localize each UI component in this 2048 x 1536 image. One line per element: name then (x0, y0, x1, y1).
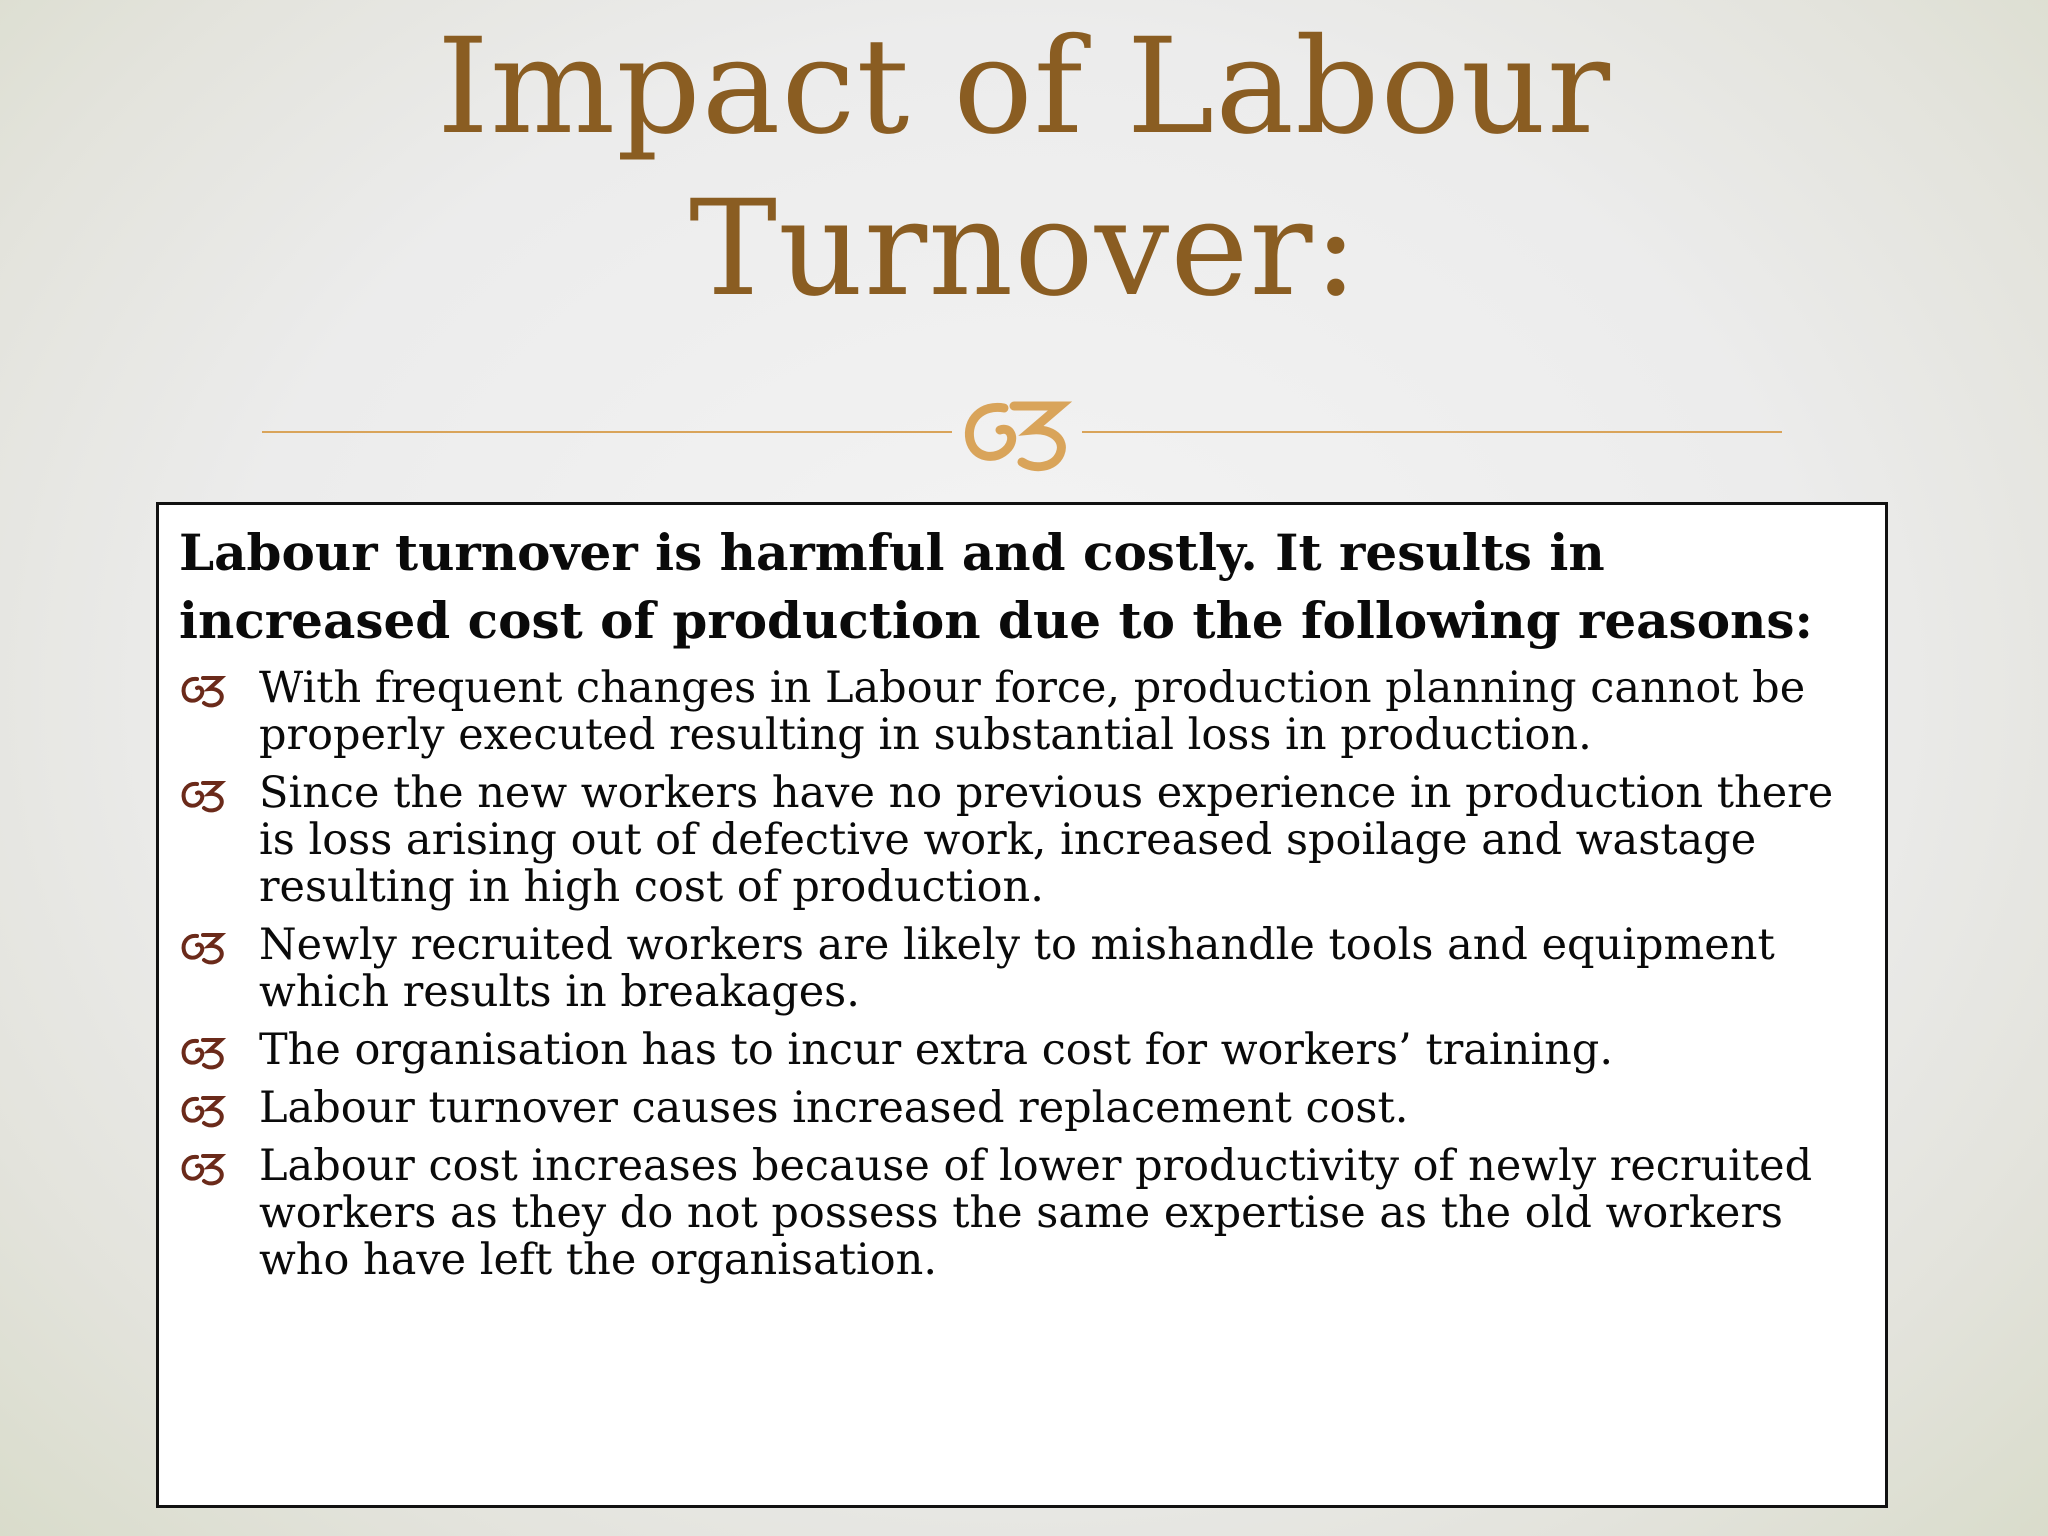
list-item-text: The organisation has to incur extra cost for workers’ training. (259, 1025, 1613, 1075)
slide-title-line-1: Impact of Labour (436, 10, 1612, 164)
list-item (179, 922, 1869, 1016)
list-item (179, 1085, 1869, 1132)
divider-line-right (1082, 431, 1782, 433)
list-item (179, 1143, 1869, 1284)
floral-bullet-icon (179, 1147, 227, 1187)
floral-bullet-icon (179, 774, 227, 814)
slide-title-line-2: Turnover: (689, 172, 1359, 326)
floral-bullet-icon (179, 1089, 227, 1129)
reasons-list (179, 665, 1869, 1295)
list-item-text: With frequent changes in Labour force, production planning cannot be properly executed resulting in substantial loss in production. (259, 663, 1806, 760)
list-item (179, 770, 1869, 911)
list-item (179, 1027, 1869, 1074)
list-item-text: Newly recruited workers are likely to mishandle tools and equipment which results in breakages. (259, 920, 1775, 1017)
intro-text: Labour turnover is harmful and costly. It results in increased cost of production due to the following reasons: (179, 523, 1814, 650)
list-item-text: Since the new workers have no previous experience in production there is loss arising out of defective work, increased spoilage and wastage resulting in high cost of production. (259, 768, 1834, 912)
list-item-text: Labour cost increases because of lower productivity of newly recruited workers as they do not possess the same expertise as the old workers who have left the organisation. (259, 1141, 1813, 1285)
floral-bullet-icon (179, 669, 227, 709)
content-box (156, 502, 1888, 1508)
list-item (179, 665, 1869, 759)
floral-ornament-icon (952, 386, 1082, 476)
title-divider (262, 386, 1782, 476)
floral-bullet-icon (179, 1031, 227, 1071)
list-item-text: Labour turnover causes increased replacement cost. (259, 1083, 1409, 1133)
floral-bullet-icon (179, 926, 227, 966)
slide-title (0, 6, 2048, 330)
divider-line-left (262, 431, 952, 433)
